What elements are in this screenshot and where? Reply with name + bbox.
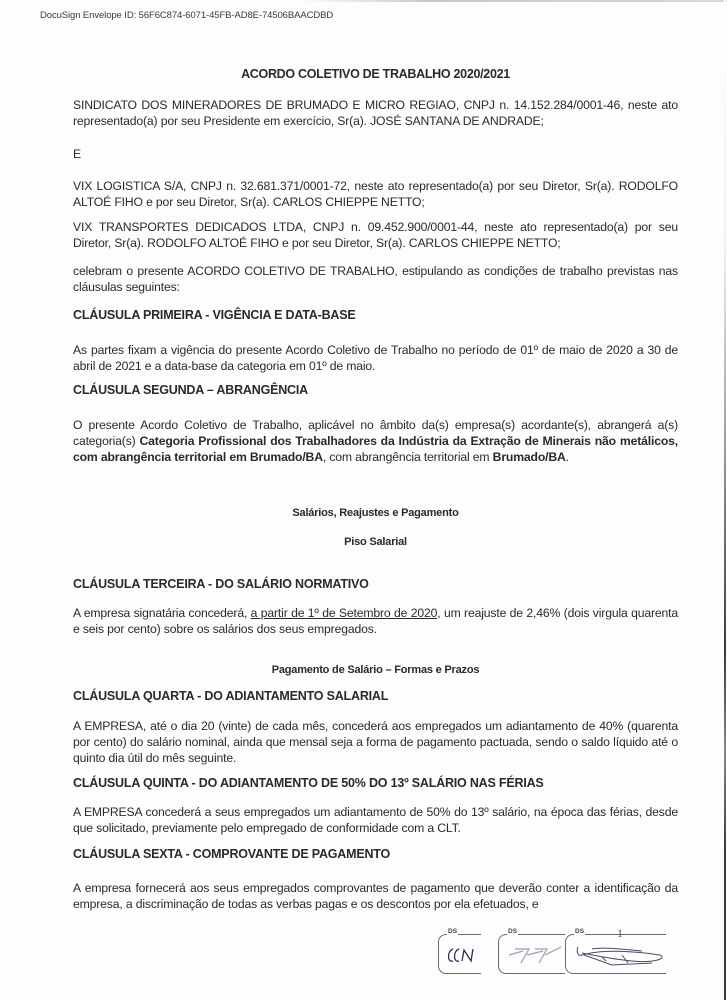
clause-2-text-c: . bbox=[565, 450, 569, 464]
ds-label: DS bbox=[448, 928, 458, 935]
clause-5-text: A EMPRESA concederá a seus empregados um adiantamento de 50% do 13º salário, na época das férias, desde que solicitado, previamente pelo empregado de conformidade com a CLT. bbox=[73, 805, 678, 835]
clause-2-text-b: , com abrangência territorial em bbox=[322, 450, 493, 464]
clause-2-category: Categoria Profissional dos Trabalhadores da Indústria da Extração de Minerais não metálicos, com abrangência territorial em Brumado/BA bbox=[73, 434, 678, 464]
envelope-id: DocuSign Envelope ID: 56F6C874-6071-45FB-AD8E-74506BAACDBD bbox=[40, 10, 334, 21]
party-union: SINDICATO DOS MINERADORES DE BRUMADO E MICRO REGIAO, CNPJ n. 14.152.284/0001-46, neste ato representado(a) por seu Presidente em exercício, Sr(a). JOSÉ SANTANA DE ANDRADE; bbox=[73, 98, 678, 128]
signature-box-1 bbox=[438, 928, 481, 974]
page-number: 1 bbox=[617, 926, 623, 940]
initials-ccn-icon bbox=[445, 941, 479, 967]
section-salarios: Salários, Reajustes e Pagamento bbox=[292, 507, 459, 519]
clause-5-heading: CLÁUSULA QUINTA - DO ADIANTAMENTO DE 50% DO 13º SALÁRIO NAS FÉRIAS bbox=[73, 776, 544, 790]
clause-3-text-b: um reajuste de 2,46% (dois virgula quarenta e seis por cento) sobre os salários dos seus empregados. bbox=[73, 606, 679, 636]
clause-3-date: a partir de 1º de Setembro de 2020, bbox=[250, 606, 441, 620]
clause-2-location: Brumado/BA bbox=[492, 450, 566, 464]
clause-2-text bbox=[73, 417, 678, 465]
scan-edge-top bbox=[300, 0, 727, 2]
signature-scribble-icon bbox=[572, 941, 668, 969]
signature-box-3 bbox=[565, 928, 666, 974]
party-conjunction: E bbox=[73, 147, 81, 161]
scan-edge-right bbox=[724, 0, 726, 1000]
document-title: ACORDO COLETIVO DE TRABALHO 2020/2021 bbox=[241, 67, 510, 81]
clause-4-heading: CLÁUSULA QUARTA - DO ADIANTAMENTO SALARIAL bbox=[73, 689, 389, 703]
section-pagamento: Pagamento de Salário – Formas e Prazos bbox=[271, 664, 480, 676]
clause-1-text: As partes fixam a vigência do presente Acordo Coletivo de Trabalho no período de 01º de maio de 2020 a 30 de abril de 2021 e a data-base da categoria em 01º de maio. bbox=[73, 343, 678, 373]
clause-2-heading: CLÁUSULA SEGUNDA – ABRANGÊNCIA bbox=[73, 383, 308, 397]
signature-box-2 bbox=[498, 928, 565, 974]
initials-scribble-icon bbox=[505, 941, 563, 967]
clause-3-heading: CLÁUSULA TERCEIRA - DO SALÁRIO NORMATIVO bbox=[73, 577, 369, 591]
ds-label: DS bbox=[575, 928, 585, 935]
clause-2-text-a: O presente Acordo Coletivo de Trabalho, aplicável no âmbito da(s) empresa(s) acordante(s), abrangerá a(s) categoria(s) bbox=[73, 418, 678, 448]
section-piso: Piso Salarial bbox=[344, 536, 407, 548]
party-company-2: VIX TRANSPORTES DEDICADOS LTDA, CNPJ n. 09.452.900/0001-44, neste ato representado(a) por seu Diretor, Sr(a). RODOLFO ALTOÉ FIHO e por seu Diretor, Sr(a). CARLOS CHIEPPE NETTO; bbox=[73, 220, 678, 250]
ds-label: DS bbox=[508, 928, 518, 935]
clause-6-text: A empresa fornecerá aos seus empregados comprovantes de pagamento que deverão conter a identificação da empresa, a discriminação de todas as verbas pagas e os descontos por ela efetuados, e bbox=[73, 881, 678, 911]
clause-4-text: A EMPRESA, até o dia 20 (vinte) de cada mês, concederá aos empregados um adiantamento de 40% (quarenta por cento) do salário nominal, ainda que mensal seja a forma de pagamento pactuada, sendo o saldo líquido até o quinto dia útil do mês seguinte. bbox=[73, 719, 678, 765]
clause-3-text-a: A empresa signatária concederá, bbox=[73, 606, 251, 620]
preamble: celebram o presente ACORDO COLETIVO DE TRABALHO, estipulando as condições de trabalho previstas nas cláusulas seguintes: bbox=[73, 264, 678, 294]
clause-6-heading: CLÁUSULA SEXTA - COMPROVANTE DE PAGAMENTO bbox=[73, 847, 391, 861]
clause-1-heading: CLÁUSULA PRIMEIRA - VIGÊNCIA E DATA-BASE bbox=[73, 308, 356, 322]
clause-3-text bbox=[73, 605, 678, 637]
party-company-1: VIX LOGISTICA S/A, CNPJ n. 32.681.371/0001-72, neste ato representado(a) por seu Diretor, Sr(a). RODOLFO ALTOÉ FIHO e por seu Diretor, Sr(a). CARLOS CHIEPPE NETTO; bbox=[73, 179, 678, 209]
